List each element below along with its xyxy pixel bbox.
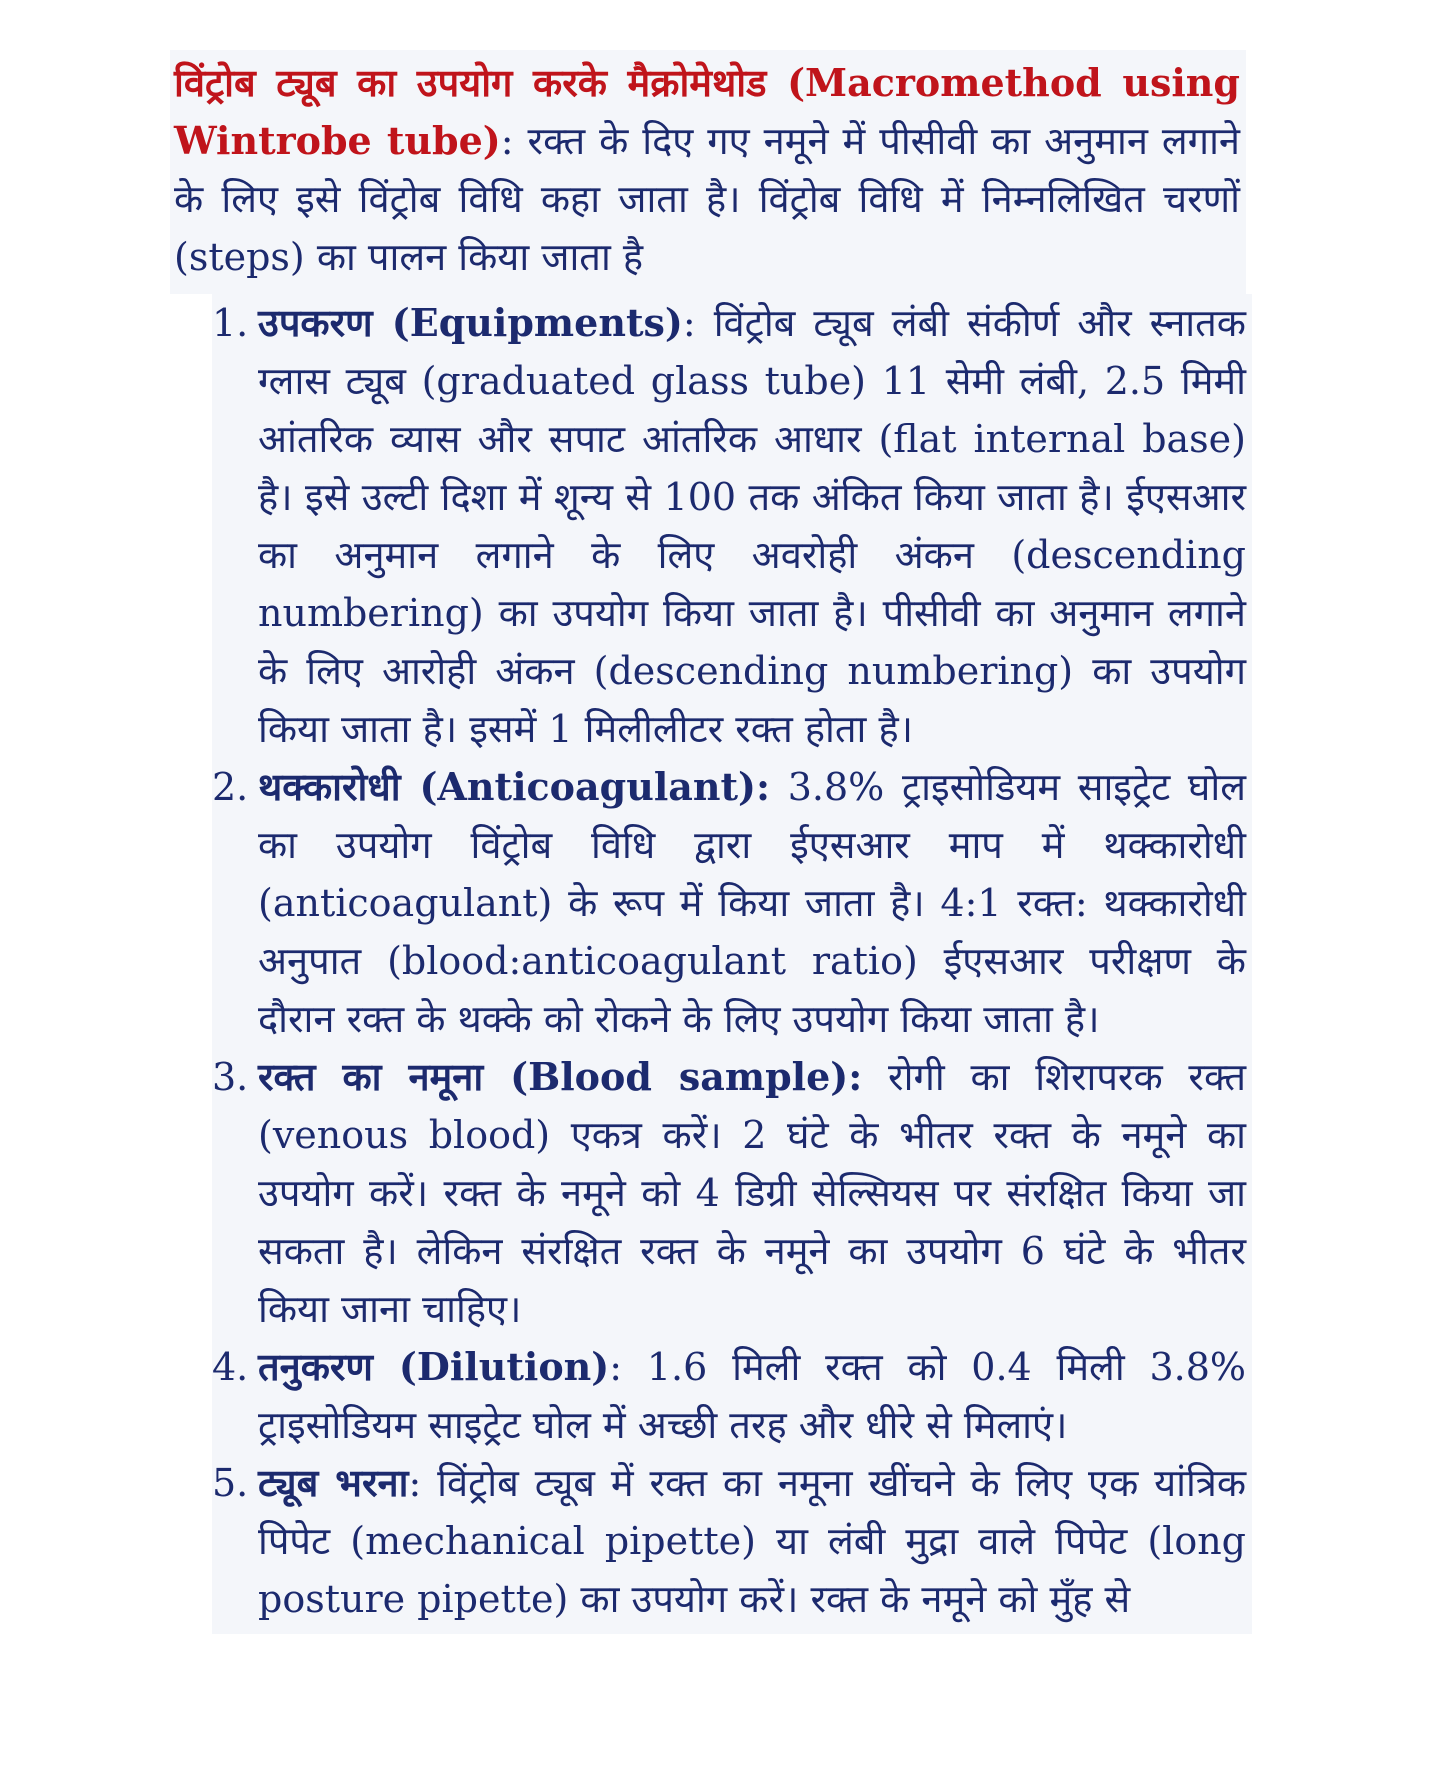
step-text xyxy=(258,758,1246,1048)
step-term: ट्यूब भरना xyxy=(258,1460,409,1505)
list-item xyxy=(212,1454,1246,1628)
step-text xyxy=(258,1454,1246,1628)
intro-text: : रक्त के दिए गए नमूने में पीसीवी का अनुमान लगाने के लिए इसे विंट्रोब विधि कहा जाता है। विंट्रोब विधि में निम्नलिखित चरणों (steps) का पालन किया जाता है xyxy=(174,119,1240,279)
intro-paragraph xyxy=(174,54,1240,286)
step-description: 3.8% ट्राइसोडियम साइट्रेट घोल का उपयोग विंट्रोब विधि द्वारा ईएसआर माप में थक्कारोधी (anticoagulant) के रूप में किया जाता है। 4:1 रक्त: थक्कारोधी अनुपात (blood:anticoagulant ratio) ईएसआर परीक्षण के दौरान रक्त के थक्के को रोकने के लिए उपयोग किया जाता है। xyxy=(258,765,1246,1041)
section-heading: विंट्रोब ट्यूब का उपयोग करके मैक्रोमेथोड (Macromethod using Wintrobe tube) xyxy=(174,60,1240,163)
step-term: रक्त का नमूना (Blood sample): xyxy=(258,1054,863,1099)
step-number: 1. xyxy=(212,301,249,345)
list-item xyxy=(212,758,1246,1048)
step-text xyxy=(258,294,1246,758)
list-item xyxy=(212,1338,1246,1454)
steps-list xyxy=(212,294,1252,1634)
step-text xyxy=(258,1048,1246,1338)
step-description: : विंट्रोब ट्यूब में रक्त का नमूना खींचने के लिए एक यांत्रिक पिपेट (mechanical pipette) या लंबी मुद्रा वाले पिपेट (long posture pipette) का उपयोग करें। रक्त के नमूने को मुँह से xyxy=(258,1461,1247,1621)
document-page xyxy=(170,50,1252,1634)
step-term: उपकरण (Equipments) xyxy=(258,300,683,345)
step-description: रोगी का शिरापरक रक्त (venous blood) एकत्र करें। 2 घंटे के भीतर रक्त के नमूने का उपयोग करें। रक्त के नमूने को 4 डिग्री सेल्सियस पर संरक्षित किया जा सकता है। लेकिन संरक्षित रक्त के नमूने का उपयोग 6 घंटे के भीतर किया जाना चाहिए। xyxy=(258,1055,1246,1331)
step-number: 3. xyxy=(212,1055,249,1099)
step-description: : विंट्रोब ट्यूब लंबी संकीर्ण और स्नातक ग्लास ट्यूब (graduated glass tube) 11 सेमी लंबी, 2.5 मिमी आंतरिक व्यास और सपाट आंतरिक आधार (flat internal base) है। इसे उल्टी दिशा में शून्य से 100 तक अंकित किया जाता है। ईएसआर का अनुमान लगाने के लिए अवरोही अंकन (descending numbering) का उपयोग किया जाता है। पीसीवी का अनुमान लगाने के लिए आरोही अंकन (descending numbering) का उपयोग किया जाता है। इसमें 1 मिलीलीटर रक्त होता है। xyxy=(258,301,1246,751)
step-number: 2. xyxy=(212,765,249,809)
list-item xyxy=(212,1048,1246,1338)
intro-section xyxy=(170,50,1246,294)
step-text xyxy=(258,1338,1246,1454)
step-description: : 1.6 मिली रक्त को 0.4 मिली 3.8% ट्राइसोडियम साइट्रेट घोल में अच्छी तरह और धीरे से मिलाएं। xyxy=(258,1345,1247,1447)
step-term: थक्कारोधी (Anticoagulant): xyxy=(258,764,771,809)
step-number: 5. xyxy=(212,1461,249,1505)
step-number: 4. xyxy=(212,1345,249,1389)
step-term: तनुकरण (Dilution) xyxy=(258,1344,610,1389)
list-item xyxy=(212,294,1246,758)
